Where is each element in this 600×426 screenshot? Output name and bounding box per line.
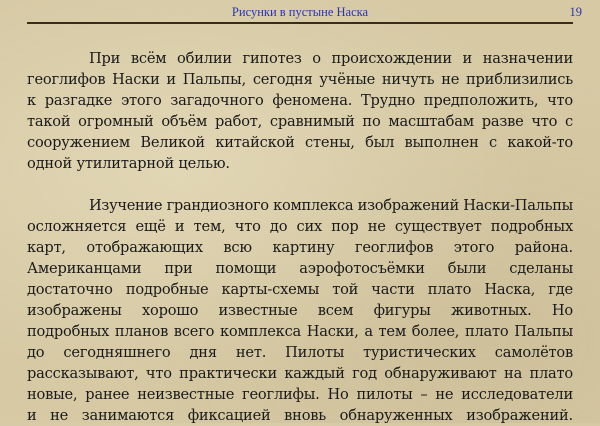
text-line: геоглифов Наски и Пальпы, сегодня учёные ничуть не приблизились xyxy=(27,71,573,88)
text-line: новые, ранее неизвестные геоглифы. Но пилоты – не исследователи xyxy=(27,386,573,403)
text-line: Американцами при помощи аэрофотосъёмки были сделаны xyxy=(27,260,573,277)
text-line: такой огромный объём работ, сравнимый по масштабам разве что с xyxy=(27,113,573,130)
header-divider xyxy=(27,22,573,24)
text-line: одной утилитарной целью. xyxy=(27,155,230,172)
text-line: достаточно подробные карты-схемы той части плато Наска, где xyxy=(27,281,573,298)
text-line: При всём обилии гипотез о происхождении и назначении xyxy=(89,50,573,67)
text-line: Изучение грандиозного комплекса изображений Наски-Пальпы xyxy=(89,197,573,214)
text-line: осложняется ещё и тем, что до сих пор не существует подробных xyxy=(27,218,573,235)
text-line: до сегодняшнего дня нет. Пилоты туристических самолётов xyxy=(27,344,573,361)
text-line: рассказывают, что практически каждый год обнаруживают на плато xyxy=(27,365,573,382)
page-number: 19 xyxy=(569,5,582,19)
text-line: сооружением Великой китайской стены, был выполнен с какой-то xyxy=(27,134,573,151)
text-line: к разгадке этого загадочного феномена. Трудно предположить, что xyxy=(27,92,573,109)
header-title: Рисунки в пустыне Наска xyxy=(231,5,369,19)
paragraph-1 xyxy=(27,48,573,174)
running-header xyxy=(0,0,600,22)
text-line: карт, отображающих всю картину геоглифов этого района. xyxy=(27,239,573,256)
text-line: и не занимаются фиксацией вновь обнаруженных изображений. xyxy=(27,407,573,424)
text-line: подробных планов всего комплекса Наски, а тем более, плато Пальпы xyxy=(27,323,573,340)
paragraph-2 xyxy=(27,195,573,426)
text-line: изображены хорошо известные всем фигуры животных. Но xyxy=(27,302,573,319)
